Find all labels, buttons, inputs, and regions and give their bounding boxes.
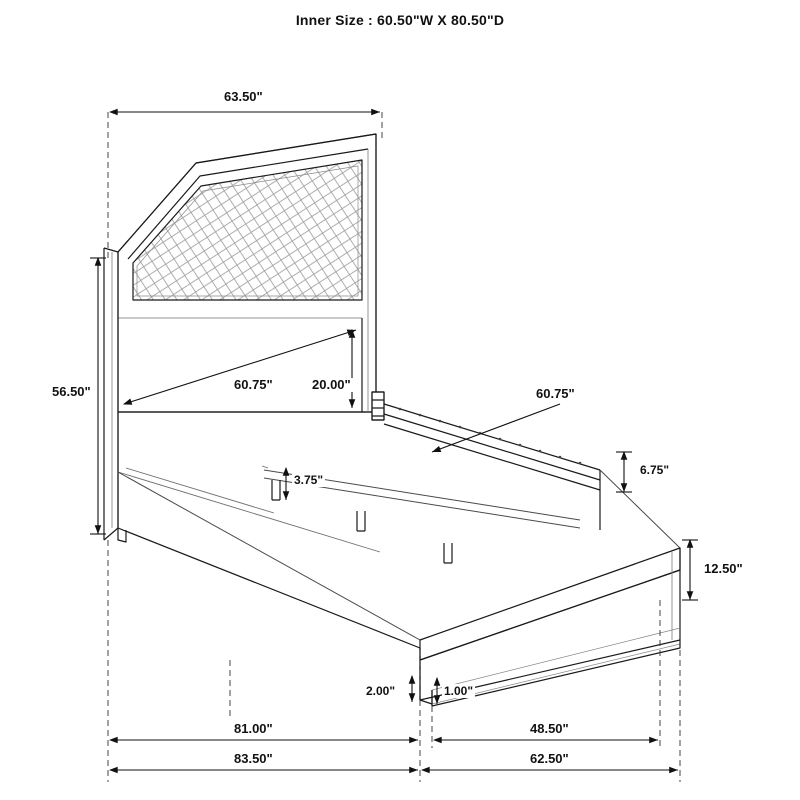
dimension-label-footboard-base-height: 2.00"	[366, 684, 396, 698]
dimension-label-headboard-panel-width: 60.75"	[234, 377, 273, 392]
dimension-label-bed-length-bottom: 83.50"	[234, 751, 273, 766]
dimension-label-headboard-width: 63.50"	[224, 89, 263, 104]
dimension-label-footboard-width-top: 48.50"	[530, 721, 569, 736]
dimension-label-overall-height: 56.50"	[52, 384, 91, 399]
dimension-label-side-rail-length: 60.75"	[536, 386, 575, 401]
dimension-label-floor-clearance: 1.00"	[444, 684, 474, 698]
dimension-label-footboard-height: 12.50"	[704, 561, 743, 576]
dimension-label-headboard-panel-height: 20.00"	[312, 377, 351, 392]
dimension-label-center-support-height: 3.75"	[294, 473, 324, 487]
dimension-label-slat-support-height: 6.75"	[640, 463, 670, 477]
dimension-label-overall-width-bottom: 62.50"	[530, 751, 569, 766]
dimension-label-bed-length-top: 81.00"	[234, 721, 273, 736]
page-title: Inner Size : 60.50"W X 80.50"D	[295, 12, 505, 28]
